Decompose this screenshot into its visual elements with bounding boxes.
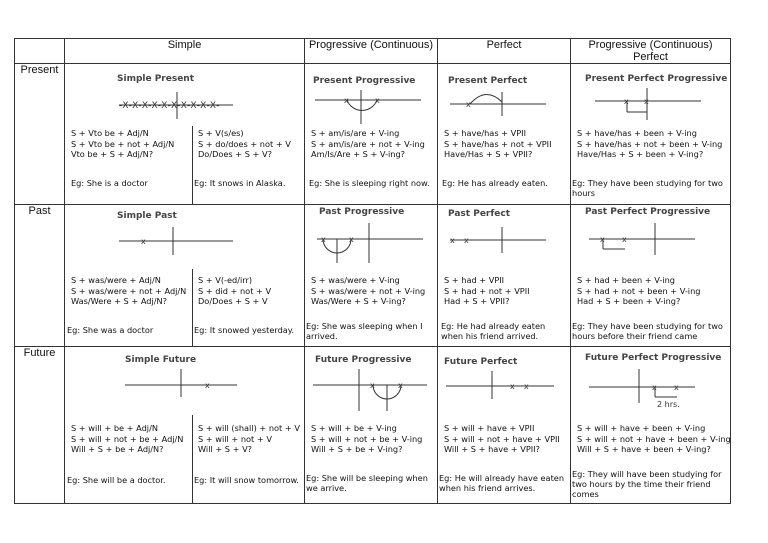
example-verb: Eg: It snows in Alaska. xyxy=(194,178,286,188)
svg-text:x: x xyxy=(600,235,605,244)
svg-text:x: x xyxy=(674,383,679,392)
cell-simple-present xyxy=(65,64,305,205)
cell-title: Future Perfect Progressive xyxy=(585,353,722,363)
formula: S + will + have + been + V-ing S + will + not + have + been + V-ing Will + S + have + been + V-ing? xyxy=(577,423,731,455)
timeline-diagram xyxy=(446,86,561,116)
example: Eg: He had already eaten when his friend arrived. xyxy=(441,321,546,342)
cell-title: Simple Present xyxy=(117,74,195,84)
formula: S + had + been + V-ing S + had + not + been + V-ing Had + S + been + V-ing? xyxy=(577,275,701,307)
example: Eg: They have been studying for two hours before their friend came xyxy=(572,321,723,342)
cell-perfect-present xyxy=(438,64,571,205)
formula-verb: S + will (shall) + not + V S + will + not + V Will + S + V? xyxy=(198,423,300,455)
formula-verb: S + V(-ed/irr) S + did + not + V Do/Does + S + V xyxy=(198,275,272,307)
timeline-diagram xyxy=(442,369,560,399)
svg-text:x: x xyxy=(450,236,455,245)
tense-table xyxy=(14,38,731,504)
cell-perfect-future xyxy=(438,347,571,504)
formula-to-be: S + will + be + Adj/N S + will + not + be + Adj/N Will + S + be + Adj/N? xyxy=(71,423,184,455)
cell-title: Past Perfect Progressive xyxy=(585,207,711,217)
formula-to-be: S + Vto be + Adj/N S + Vto be + not + Adj/N Vto be + S + Adj/N? xyxy=(71,128,175,160)
formula-to-be: S + was/were + Adj/N S + was/were + not + Adj/N Was/Were + S + Adj/N? xyxy=(71,275,187,307)
timeline-diagram xyxy=(309,367,434,413)
formula: S + will + have + VPII S + will + not + have + VPII Will + S + have + VPII? xyxy=(444,423,560,455)
cell-title: Simple Past xyxy=(117,211,177,221)
svg-text:x: x xyxy=(141,237,146,246)
cell-perfect-progressive-present xyxy=(571,64,731,205)
example-to-be: Eg: She is a doctor xyxy=(71,178,148,188)
example: Eg: She was sleeping when I arrived. xyxy=(306,321,423,342)
timeline-diagram xyxy=(113,92,238,120)
example-verb: Eg: It snowed yesterday. xyxy=(194,325,295,335)
svg-text:x: x xyxy=(644,97,649,106)
cell-progressive-present xyxy=(305,64,438,205)
timeline-diagram xyxy=(113,227,238,257)
svg-text:x: x xyxy=(321,235,326,244)
svg-text:x: x xyxy=(622,235,627,244)
example: Eg: They have been studying for two hours xyxy=(572,178,723,199)
cell-title: Simple Future xyxy=(125,355,197,365)
timeline-diagram xyxy=(591,88,711,122)
formula: S + had + VPII S + had + not + VPII Had + S + VPII? xyxy=(444,275,530,307)
duration-label: 2 hrs. xyxy=(657,400,680,409)
svg-text:x: x xyxy=(370,381,375,390)
svg-text:x: x xyxy=(652,383,657,392)
svg-text:x: x xyxy=(524,382,529,391)
inner-divider xyxy=(192,415,193,503)
row-header-present: Present xyxy=(15,64,65,205)
example: Eg: He has already eaten. xyxy=(442,178,548,188)
formula: S + have/has + VPII S + have/has + not + VPII Have/Has + S + VPII? xyxy=(444,128,552,160)
cell-perfect-past xyxy=(438,205,571,347)
svg-text:x: x xyxy=(349,235,354,244)
timeline-diagram xyxy=(313,223,433,269)
svg-text:x: x xyxy=(205,381,210,390)
svg-text:x: x xyxy=(464,236,469,245)
cell-title: Present Progressive xyxy=(313,76,416,86)
timeline-diagram xyxy=(585,223,710,257)
cell-simple-future xyxy=(65,347,305,504)
example: Eg: She will be sleeping when we arrive. xyxy=(306,473,428,494)
formula: S + have/has + been + V-ing S + have/has + not + been + V-ing Have/Has + S + been + V-ing? xyxy=(577,128,723,160)
cell-title: Present Perfect Progressive xyxy=(585,74,728,84)
cell-progressive-future xyxy=(305,347,438,504)
example-to-be: Eg: She will be a doctor. xyxy=(67,475,166,485)
svg-text:x: x xyxy=(344,96,349,105)
column-header-perfect: Perfect xyxy=(438,39,571,64)
column-header-simple: Simple xyxy=(65,39,305,64)
column-header-perfect-progressive: Progressive (Continuous) Perfect xyxy=(571,39,731,64)
cell-simple-past xyxy=(65,205,305,347)
cell-title: Present Perfect xyxy=(448,76,528,86)
cell-title: Future Perfect xyxy=(444,357,518,367)
table-corner xyxy=(15,39,65,64)
formula: S + was/were + V-ing S + was/were + not + V-ing Was/Were + S + V-ing? xyxy=(311,275,426,307)
formula-verb: S + V(s/es) S + do/does + not + V Do/Does + S + V? xyxy=(198,128,291,160)
example: Eg: They will have been studying for two hours by the time their friend comes xyxy=(572,469,722,500)
example: Eg: She is sleeping right now. xyxy=(309,178,430,188)
cell-title: Future Progressive xyxy=(315,355,412,365)
svg-text:x: x xyxy=(398,381,403,390)
row-header-future: Future xyxy=(15,347,65,504)
svg-text:x: x xyxy=(466,100,471,109)
timeline-diagram xyxy=(585,367,710,409)
formula: S + will + be + V-ing S + will + not + be + V-ing Will + S + be + V-ing? xyxy=(311,423,423,455)
cell-perfect-progressive-past xyxy=(571,205,731,347)
cell-perfect-progressive-future xyxy=(571,347,731,504)
inner-divider xyxy=(192,126,193,204)
cell-progressive-past xyxy=(305,205,438,347)
inner-divider xyxy=(192,269,193,346)
svg-text:x: x xyxy=(510,382,515,391)
cell-title: Past Perfect xyxy=(448,209,511,219)
timeline-diagram xyxy=(311,90,431,128)
svg-text:x: x xyxy=(375,96,380,105)
column-header-progressive: Progressive (Continuous) xyxy=(305,39,438,64)
timeline-diagram xyxy=(446,223,561,253)
svg-text:x: x xyxy=(624,97,629,106)
example-verb: Eg: It will snow tomorrow. xyxy=(194,475,300,485)
row-header-past: Past xyxy=(15,205,65,347)
example: Eg: He will already have eaten when his friend arrives. xyxy=(439,473,565,494)
formula: S + am/is/are + V-ing S + am/is/are + not + V-ing Am/Is/Are + S + V-ing? xyxy=(311,128,425,160)
timeline-diagram xyxy=(119,367,244,397)
cell-title: Past Progressive xyxy=(319,207,405,217)
svg-text:-X-X-X-X-X-X-X-X-X-X-: -X-X-X-X-X-X-X-X-X-X- xyxy=(119,101,221,111)
example-to-be: Eg: She was a doctor xyxy=(67,325,154,335)
